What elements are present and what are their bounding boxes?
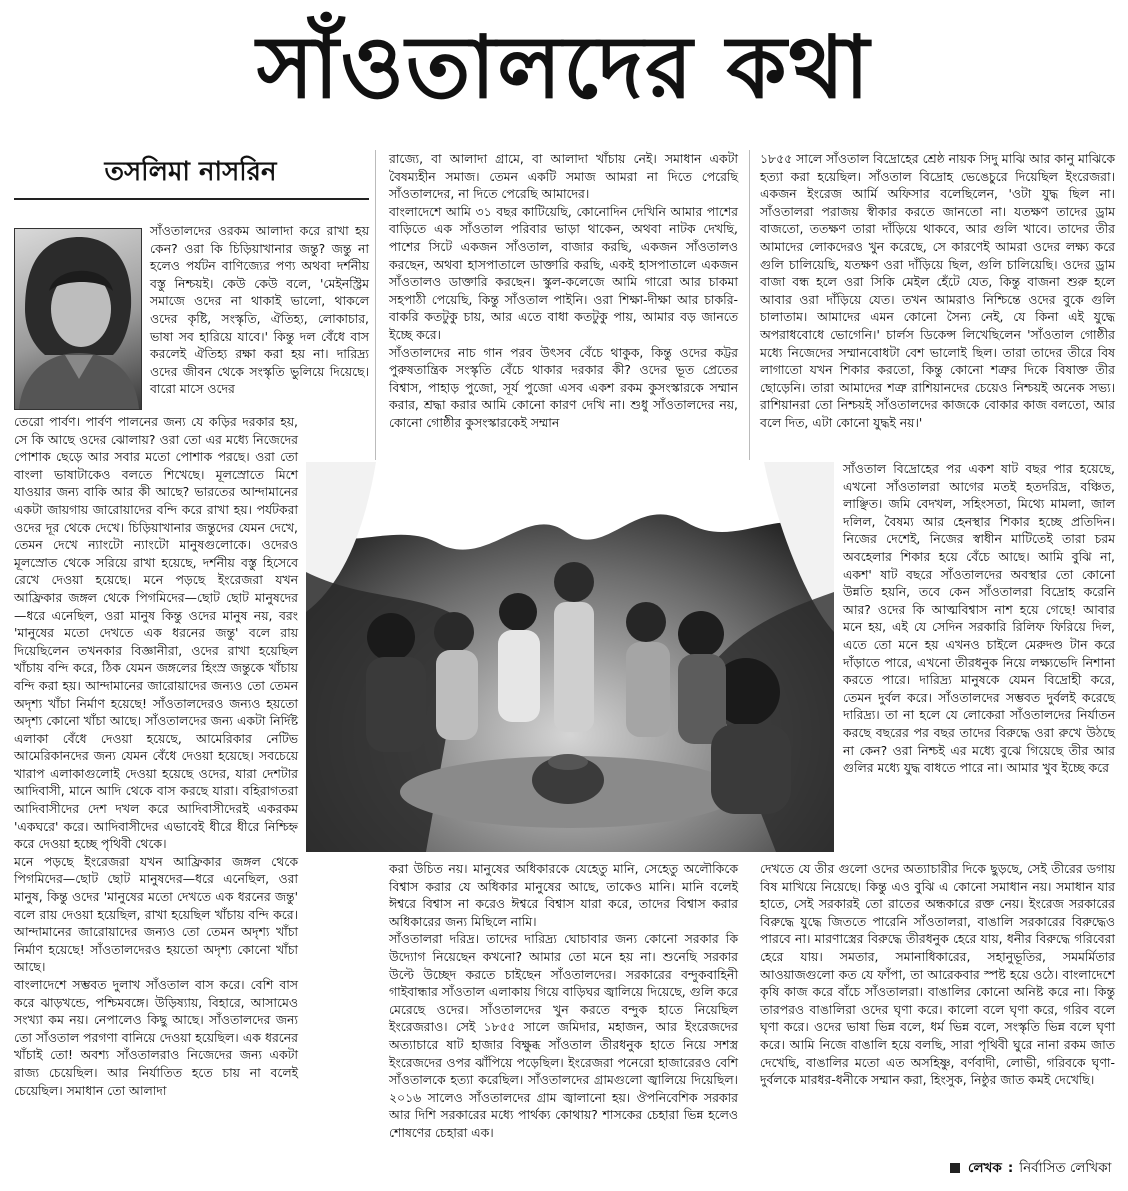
paragraph: সাঁওতালরা দরিদ্র। তাদের দারিদ্র্য ঘোচাবার জন্য কোনো সরকার কি উদ্যোগ নিয়েছেন কখনো? আমার তো মনে হয় না। শুনেছি সরকার উল্টে উচ্ছেদ করতে চাইছেন সাঁওতালদের। সরকারের বন্দুকবাহিনী গাইবান্ধার সাঁওতাল এলাকায় গিয়ে বাড়িঘর জ্বালিয়ে দিয়েছে, গুলি করে মেরেছে ওদের। সাঁওতালদের খুন করতে বন্দুক হাতে নিয়েছিল ইংরেজরাও। সেই ১৮৫৫ সালে জমিদার, মহাজন, আর ইংরেজদের অত্যাচারে ষাট হাজার বিক্ষুব্ধ সাঁওতাল তীরধনুক হাতে নিয়ে সশস্ত্র ইংরেজদের ওপর ঝাঁপিয়ে পড়েছিল। ইংরেজরা পনেরো হাজারেরও বেশি সাঁওতালকে হত্যা করেছিল। সাঁওতালদের গ্রামগুলো জ্বালিয়ে দিয়েছিল। ২০১৬ সালেও সাঁওতালদের গ্রাম জ্বালানো হয়। ঔপনিবেশিক সরকার আর দিশি সরকারের মধ্যে পার্থক্য কোথায়? শাসকের চেহারা ভিন্ন হলেও শোষণের চেহারা এক।	[389, 931, 738, 1140]
paragraph: রাজ্যে, বা আলাদা গ্রামে, বা আলাদা খাঁচায় নেই। সমাধান একটা বৈষম্যহীন সমাজ। তেমন একটি সমাজ আমরা না দিতে পেরেছি সাঁওতালদের, না দিতে পেরেছি আমাদের।	[389, 151, 738, 202]
signature-label: লেখক	[968, 1160, 1002, 1176]
paragraph: ১৮৫৫ সালে সাঁওতাল বিদ্রোহের শ্রেষ্ঠ নায়ক সিদু মাঝি আর কানু মাঝিকে হত্যা করা হয়েছিল। সাঁওতাল বিদ্রোহ ভেঙেচুরে দিয়েছিল ইংরেজরা। একজন ইংরেজ আর্মি অফিসার বলেছিলেন, 'ওটা যুদ্ধ ছিল না। সাঁওতালরা পরাজয় স্বীকার করতে জানতো না। যতক্ষণ তাদের ড্রাম বাজতো, ততক্ষণ তারা দাঁড়িয়ে থাকবে, আর গুলি খাবে। তাদের তীর আমাদের লোকদেরও খুন করেছে, সে কারণেই আমরা ওদের লক্ষ্য করে গুলি চালিয়েছি, যতক্ষণ ওরা দাঁড়িয়ে ছিল, গুলি চালিয়েছি। ওদের ড্রাম বাজা বন্ধ হলে ওরা সিকি মেইল হেঁটে যেত, কিন্তু বাজনা শুরু হলে আবার ওরা দাঁড়িয়ে যেত। তখন আমরাও নিশ্চিন্তে ওদের বুকে গুলি চালাতাম। আমাদের এমন কোনো সৈন্য নেই, যে কিনা এই যুদ্ধে অপরাধবোধে ভোগেনি।' চার্লস ডিকেন্স লিখেছিলেন 'সাঁওতাল গোষ্ঠীর মধ্যে নিজেদের সম্মানবোধটা বেশ ভালোই ছিল। তারা তাদের তীরে বিষ লাগাতো যখন শিকার করতো, কিন্তু কোনো শত্রুর দিকে বিষাক্ত তীর ছোড়েনি। তারা আমাদের শত্রু রাশিয়ানদের চেয়েও নিশ্চয়ই অনেক সভ্য। রাশিয়ানরা তো নিশ্চয়ই সাঁওতালদের কাজকে বোকার কাজ বলতো, আর বলে দিত, এটা কোনো যুদ্ধই নয়।'	[760, 151, 1115, 430]
column-divider	[375, 150, 376, 460]
column-divider	[749, 150, 750, 460]
column-3-bottom	[760, 860, 1115, 1089]
column-2-bottom	[389, 860, 738, 1142]
paragraph: তেরো পার্বণ। পার্বণ পালনের জন্য যে কড়ির দরকার হয়, সে কি আছে ওদের ঝোলায়? ওরা তো এর মধ্যে নিজেদের পোশাক ছেড়ে আর সবার মতো পোশাক পরছে। ওরা তো বাংলা ভাষাটাকেও বলতে শিখেছে। মূলস্রোতে মিশে যাওয়ার জন্য বাকি আর কী আছে? ভারতের আন্দামানের একটা জায়গায় জারোয়াদের বন্দি করে রাখা হয়। পর্যটকরা ওদের দূর থেকে দেখে। চিড়িয়াখানার জন্তুদের যেমন দেখে, তেমন দেখে ন্যাংটো ন্যাংটো মানুষগুলোকে। ওদেরও মূলস্রোত থেকে সরিয়ে রাখা হয়েছে, দর্শনীয় বস্তু হিসেবে রেখে দেওয়া হয়েছে। মনে পড়ছে ইংরেজরা যখন আফ্রিকার জঙ্গল থেকে পিগমিদের—ছোট ছোট মানুষদের—ধরে এনেছিল, ওরা মানুষ কিন্তু ওদের মানুষ নয়, বরং 'মানুষের মতো দেখতে এক ধরনের জন্তু' বলে রায় দিয়েছিলেন তখনকার বিজ্ঞানীরা, ওদের রাখা হয়েছিল খাঁচায় বন্দি করে, ঠিক যেমন জঙ্গলের হিংস্র জন্তুকে খাঁচায় বন্দি করা হয়। আন্দামানের জারোয়াদের জন্যও তো তেমন অদৃশ্য খাঁচা নির্মাণ হয়েছে! সাঁওতালদেরও জন্যও হয়তো অদৃশ্য কোনো খাঁচা আছে। সাঁওতালদের জন্য একটা নির্দিষ্ট এলাকা বেঁধে দেওয়া হয়েছে, আমেরিকার নেটিভ আমেরিকানদের জন্য যেমন বেঁধে দেওয়া হয়েছে। সবচেয়ে খারাপ এলাকাগুলোই দেওয়া হয়েছে ওদের, যারা দেশটার আদিবাসী, মানে আদি থেকে বাস করছে যারা। বহিরাগতরা আদিবাসীদের দেশ দখল করে আদিবাসীদেরই একরকম 'একঘরে' করে। আদিবাসীদের এভাবেই ধীরে ধীরে নিশ্চিহ্ন করে দেওয়া হচ্ছে পৃথিবী থেকে।	[14, 414, 298, 852]
paragraph: করা উচিত নয়। মানুষের অধিকারকে যেহেতু মানি, সেহেতু অলৌকিকে বিশ্বাস করার যে অধিকার মানুষের আছে, তাকেও মানি। মানি বলেই ঈশ্বরে বিশ্বাস না করেও ঈশ্বরে বিশ্বাস যারা করে, তাদের বিশ্বাস করার অধিকারের জন্য মিছিলে নামি।	[389, 861, 738, 929]
byline: তসলিমা নাসরিন	[104, 157, 277, 187]
paragraph: সাঁওতালদের নাচ গান পরব উৎসব বেঁচে থাকুক, কিন্তু ওদের কট্টর পুরুষতান্ত্রিক সংস্কৃতি বেঁচে থাকার দরকার কী? ওদের ভূত প্রেতের বিশ্বাস, পাহাড় পুজো, সূর্য পুজো এসব একশ রকম কুসংস্কারকে সম্মান করার, শ্রদ্ধা করার আমি কোনো কারণ দেখি না। শুধু সাঁওতালদের নয়, কোনো গোষ্ঠীর কুসংস্কারকেই সম্মান	[389, 344, 738, 430]
author-signature	[950, 1158, 1111, 1178]
column-1-bottom	[14, 413, 298, 1099]
paragraph: বাংলাদেশে সম্ভবত দুলাখ সাঁওতাল বাস করে। বেশি বাস করে ঝাড়খন্ডে, পশ্চিমবঙ্গে। উড়িষ্যায়, বিহারে, আসামেও সংখ্যা কম নয়। নেপালেও কিছু আছে। সাঁওতালদের জন্য তো সাঁওতাল পরগণা বানিয়ে দেওয়া হয়েছিল। এক ধরনের খাঁচাই তো! অবশ্য সাঁওতালরাও নিজেদের জন্য একটা রাজ্য চেয়েছিল। আর নির্যাতিত হতে চায় না বলেই চেয়েছিল। সমাধান তো আলাদা	[14, 977, 298, 1098]
column-1-top	[150, 222, 369, 398]
paragraph: বাংলাদেশে আমি ৩১ বছর কাটিয়েছি, কোনোদিন দেখিনি আমার পাশের বাড়িতে এক সাঁওতাল পরিবার ভাড়া থাকেন, অথবা নাটক দেখছি, পাশের সিটে একজন সাঁওতাল, বাজার করছি, একজন সাঁওতালও করছেন, অথবা হাসপাতালে ডাক্তারি করছি, একই হাসপাতালে একজন সাঁওতালও ডাক্তারি করছেন। স্কুল-কলেজে আমি গারো আর চাকমা সহপাঠী পেয়েছি, কিন্তু সাঁওতাল পাইনি। ওরা শিক্ষা-দীক্ষা আর চাকরি-বাকরি কতটুকু চায়, আর এতে বাধা কতটুকু পায়, আমার বড় জানতে ইচ্ছে করে।	[389, 203, 738, 342]
signature-role: নির্বাসিত লেখিকা	[1019, 1160, 1112, 1176]
author-photo	[14, 228, 142, 410]
paragraph: মনে পড়ছে ইংরেজরা যখন আফ্রিকার জঙ্গল থেকে পিগমিদের—ছোট ছোট মানুষদের—ধরে এনেছিল, ওরা মানুষ, কিন্তু ওদের 'মানুষের মতো দেখতে এক ধরনের জন্তু' বলে রায় দেওয়া হয়েছিল, রাখা হয়েছিল খাঁচায় বন্দি করে। আন্দামানের জারোয়াদের জন্যও তো তেমন অদৃশ্য খাঁচা নির্মাণ হয়েছে! সাঁওতালদেরও হয়তো অদৃশ্য কোনো খাঁচা আছে।	[14, 853, 298, 975]
feature-photo	[306, 462, 834, 852]
column-3-middle	[843, 460, 1115, 777]
square-bullet-icon	[950, 1163, 960, 1173]
signature-colon: :	[1007, 1160, 1014, 1176]
column-2-top	[389, 150, 738, 432]
paragraph: সাঁওতাল বিদ্রোহের পর একশ ষাট বছর পার হয়েছে, এখনো সাঁওতালরা আগের মতই হতদরিদ্র, বঞ্চিত, লাঞ্ছিত। জমি বেদখল, সহিংসতা, মিথ্যে মামলা, জাল দলিল, বৈষম্য আর হেনস্থার শিকার হচ্ছে প্রতিদিন। নিজের দেশেই, নিজের স্বাধীন মাটিতেই তারা চরম অবহেলার শিকার হয়ে বেঁচে আছে। আমি বুঝি না, একশ' ষাট বছরে সাঁওতালদের অবস্থার তো কোনো উন্নতি হয়নি, তবে কেন সাঁওতালরা বিদ্রোহ করেনি আর? ওদের কি আত্মবিশ্বাস নাশ হয়ে গেছে! আবার মনে হয়, এই যে সেদিন সরকারি রিলিফ ফিরিয়ে দিল, এতে তো মনে হয় এখনও চাইলে মেরুদণ্ড টান করে দাঁড়াতে পারে, এখনো তীরধনুক নিয়ে লক্ষ্যভেদি নিশানা করতে পারে। দারিদ্র্য মানুষকে যেমন বিদ্রোহী করে, তেমন দুর্বল করে। সাঁওতালদের সম্ভবত দুর্বলই করেছে দারিদ্র্য। তা না হলে যে লোকেরা সাঁওতালদের নির্যাতন করছে বছরের পর বছর তাদের বিরুদ্ধে ওরা রুখে উঠছে না কেন? ওরা নিশ্চই এর মধ্যে বুঝে গিয়েছে তীর আর গুলির মধ্যে যুদ্ধ বাধতে পারে না। আমার খুব ইচ্ছে করে	[843, 461, 1115, 776]
paragraph: সাঁওতালদের ওরকম আলাদা করে রাখা হয় কেন? ওরা কি চিড়িয়াখানার জন্তু? জন্তু না হলেও পর্যটন বাণিজ্যের পণ্য অথবা দর্শনীয় বস্তু নিশ্চয়ই। কেউ কেউ বলে, 'মেইনস্ট্রিম সমাজে ওদের না থাকাই ভালো, থাকলে ওদের কৃষ্টি, সংস্কৃতি, ঐতিহ্য, লোকাচার, ভাষা সব হারিয়ে যাবে।' কিন্তু দল বেঁধে বাস করলেই ঐতিহ্য রক্ষা করা হয় না। দারিদ্র্য ওদের জীবন থেকে সংস্কৃতি ভুলিয়ে দিয়েছে। বারো মাসে ওদের	[150, 223, 369, 397]
column-3-top	[760, 150, 1115, 432]
paragraph: দেখতে যে তীর গুলো ওদের অত্যাচারীর দিকে ছুড়ছে, সেই তীরের ডগায় বিষ মাখিয়ে নিয়েছে। কিন্তু এও বুঝি এ কোনো সমাধান নয়। সমাধান যার হাতে, সেই সরকারই তো রাতের অন্ধকারে রক্ত নেয়। ইংরেজ সরকারের বিরুদ্ধে যুদ্ধে জিততে পারেনি সাঁওতালরা, বাঙালি সরকারের বিরুদ্ধেও পারবে না। মারণাস্ত্রের বিরুদ্ধে তীরধনুক হেরে যায়, ধনীর বিরুদ্ধে গরিবেরা হেরে যায়। সমতার, সমানাধিকারের, সহানুভূতির, সমমর্মিতার আওয়াজগুলো কত যে ফাঁপা, তা আরেকবার স্পষ্ট হয়ে ওঠে। বাংলাদেশে কৃষি কাজ করে বাঁচে সাঁওতালরা। বাঙালির কোনো অনিষ্ট করে না। কিন্তু তারপরও বাঙালিরা ওদের ঘৃণা করে। কালো বলে ঘৃণা করে, গরিব বলে ঘৃণা করে। ওদের ভাষা ভিন্ন বলে, ধর্ম ভিন্ন বলে, সংস্কৃতি ভিন্ন বলে ঘৃণা করে। আমি নিজে বাঙালি হয়ে বলছি, সারা পৃথিবী ঘুরে নানা রকম জাত দেখেছি, বাঙালির মতো এত অসহিষ্ণু, বর্ণবাদী, লোভী, গরিবকে ঘৃণা-দুর্বলকে মারধর-ধনীকে সম্মান করা, হিংসুক, নিষ্ঠুর জাত কমই দেখেছি।	[760, 861, 1115, 1088]
headline: সাঁওতালদের কথা	[256, 17, 872, 118]
byline-rule	[14, 198, 369, 200]
